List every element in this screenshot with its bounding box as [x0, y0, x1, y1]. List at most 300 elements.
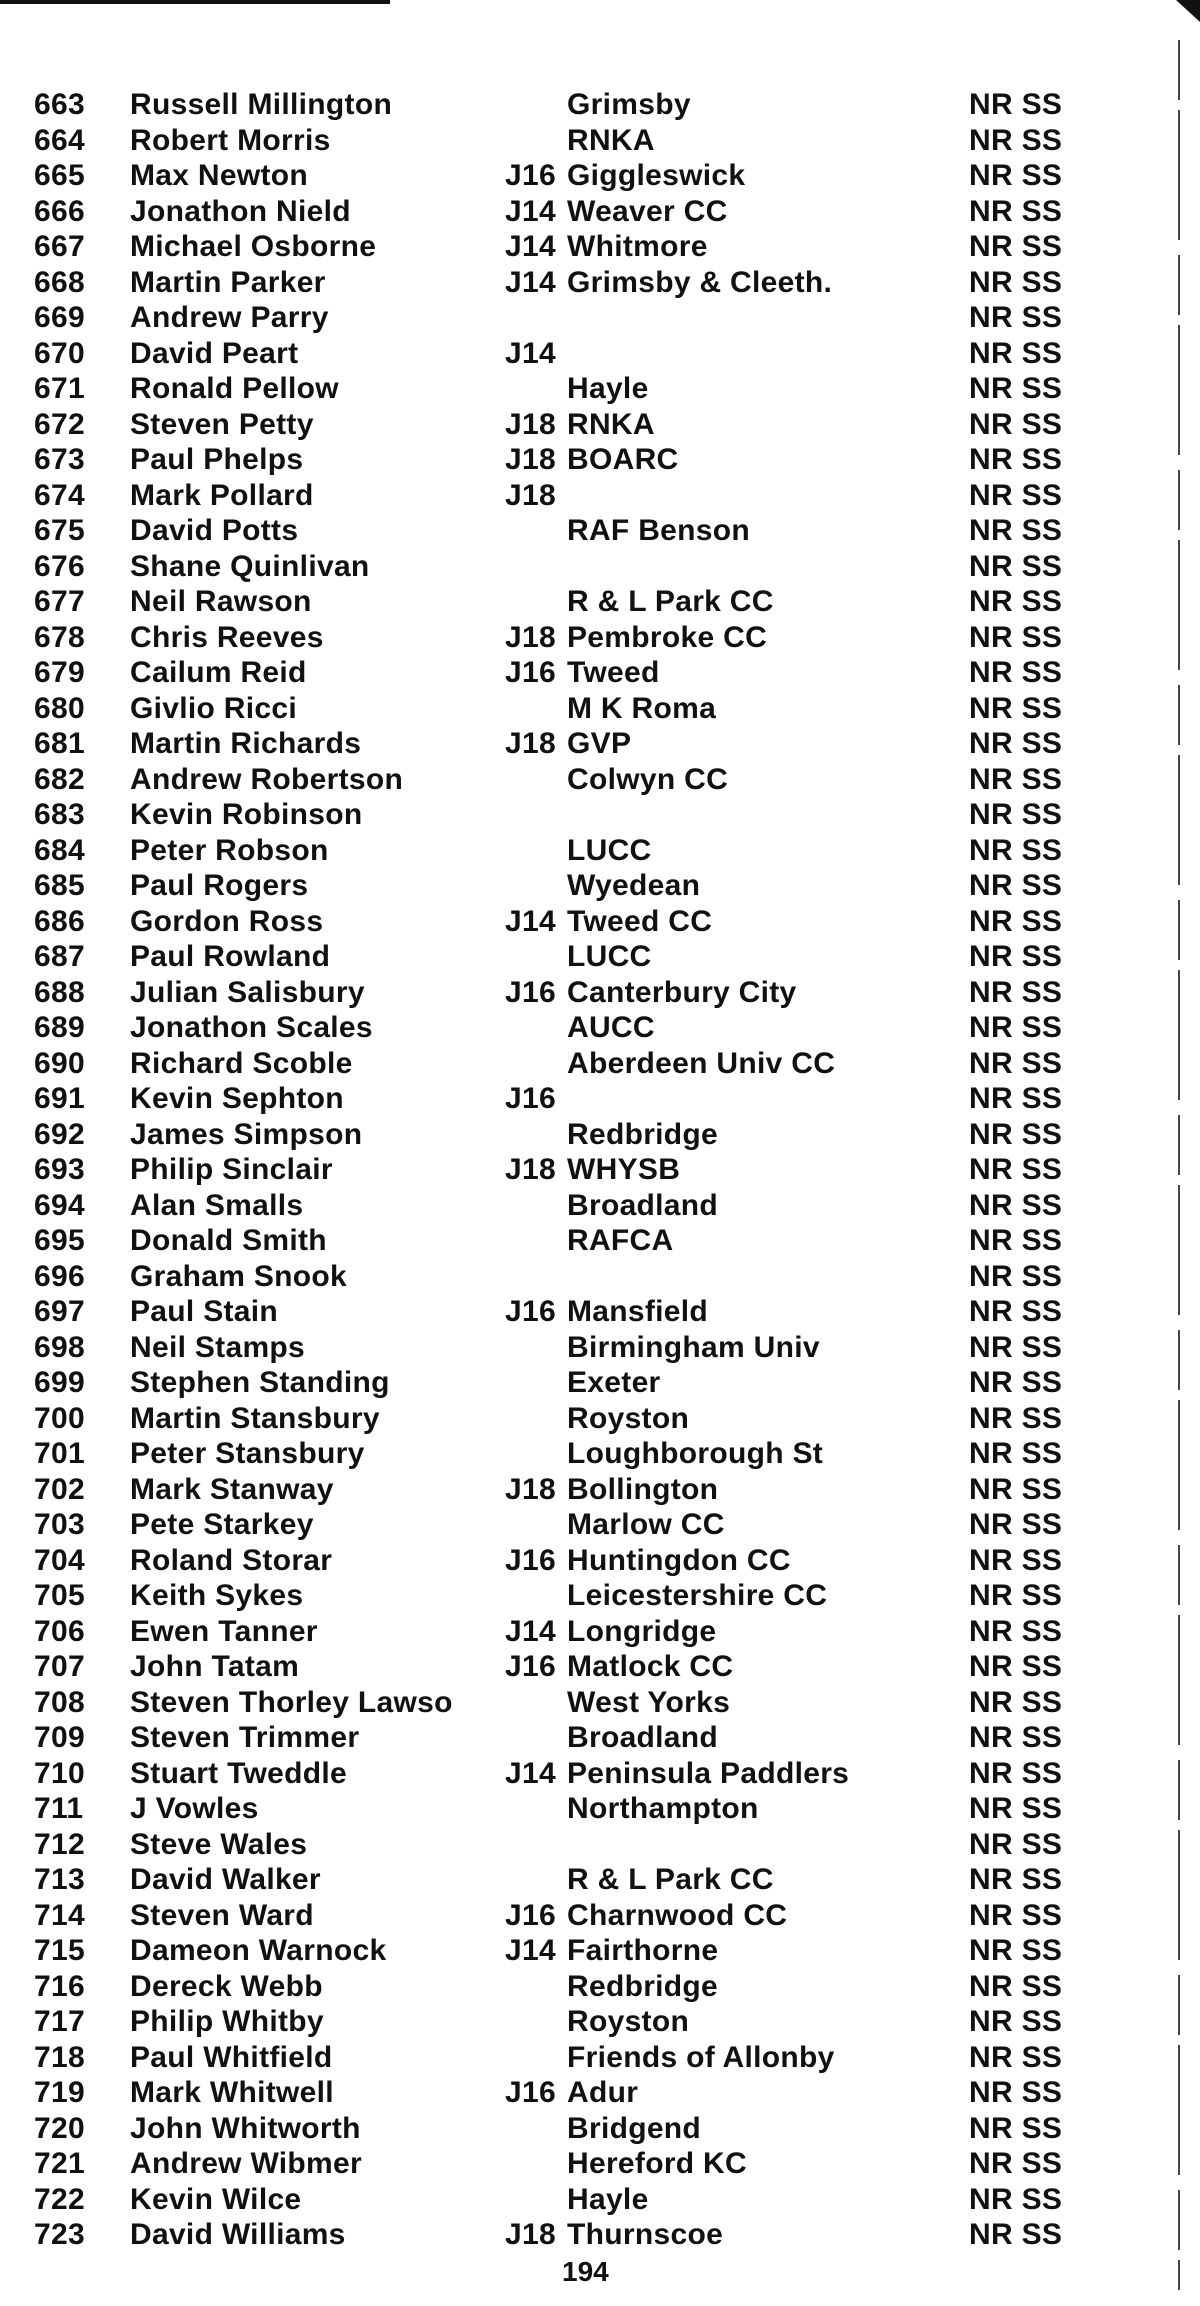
competitor-name: Jonathon Nield	[130, 194, 351, 228]
entry-number: 686	[34, 904, 85, 938]
competitor-name: Steven Petty	[130, 407, 314, 441]
entry-number: 704	[34, 1543, 85, 1577]
entry-number: 697	[34, 1295, 85, 1328]
age-category: J18	[505, 1472, 556, 1506]
entry-row	[34, 833, 1144, 869]
age-category: J14	[505, 336, 556, 370]
competitor-name: J Vowles	[130, 1792, 259, 1825]
club-name: Royston	[567, 2005, 690, 2038]
class-code: NR SS	[969, 1011, 1063, 1044]
competitor-name: Steve Wales	[130, 1827, 308, 1861]
entry-number: 669	[34, 301, 85, 334]
entry-row	[34, 1188, 1144, 1224]
club-name: Bollington	[567, 1472, 719, 1506]
class-code: NR SS	[969, 2040, 1063, 2074]
competitor-name: Peter Stansbury	[130, 1437, 365, 1470]
entry-row	[34, 158, 1144, 194]
entry-number: 680	[34, 691, 85, 725]
class-code: NR SS	[969, 1827, 1063, 1861]
class-code: NR SS	[969, 1898, 1063, 1932]
entry-row	[34, 1578, 1144, 1614]
entry-number: 713	[34, 1863, 85, 1896]
entry-number: 696	[34, 1259, 85, 1293]
entry-number: 679	[34, 656, 85, 689]
competitor-name: Alan Smalls	[130, 1188, 304, 1222]
club-name: LUCC	[567, 940, 652, 973]
entry-row	[34, 478, 1144, 514]
age-category: J14	[505, 194, 556, 228]
class-code: NR SS	[969, 1224, 1063, 1257]
entry-row	[34, 1791, 1144, 1827]
entry-number: 666	[34, 194, 85, 228]
competitor-name: Steven Ward	[130, 1898, 314, 1932]
age-category: J16	[505, 656, 556, 689]
competitor-name: Martin Stansbury	[130, 1401, 380, 1435]
entry-number: 677	[34, 585, 85, 618]
club-name: Peninsula Paddlers	[567, 1756, 850, 1790]
entry-number: 710	[34, 1756, 85, 1790]
club-name: RNKA	[567, 407, 655, 441]
competitor-name: Julian Salisbury	[130, 975, 365, 1009]
entry-row	[34, 620, 1144, 656]
entry-number: 691	[34, 1082, 85, 1115]
age-category: J16	[505, 1898, 556, 1932]
age-category: J18	[505, 620, 556, 654]
class-code: NR SS	[969, 762, 1063, 796]
entry-number: 693	[34, 1153, 85, 1186]
entry-row	[34, 655, 1144, 691]
club-name: Broadland	[567, 1721, 719, 1754]
club-name: Exeter	[567, 1366, 661, 1399]
age-category: J14	[505, 1756, 556, 1790]
club-name: Aberdeen Univ CC	[567, 1046, 836, 1080]
class-code: NR SS	[969, 1472, 1063, 1506]
class-code: NR SS	[969, 1153, 1063, 1186]
entry-number: 716	[34, 1969, 85, 2003]
competitor-name: Andrew Robertson	[130, 762, 404, 796]
competitor-name: Paul Phelps	[130, 443, 304, 476]
class-code: NR SS	[969, 727, 1063, 760]
class-code: NR SS	[969, 869, 1063, 902]
competitor-name: Andrew Wibmer	[130, 2147, 362, 2180]
club-name: Loughborough St	[567, 1437, 824, 1470]
class-code: NR SS	[969, 1614, 1063, 1648]
entry-row	[34, 300, 1144, 336]
entry-row	[34, 1294, 1144, 1330]
competitor-name: Richard Scoble	[130, 1046, 353, 1080]
competitor-name: Robert Morris	[130, 123, 331, 157]
club-name: Redbridge	[567, 1117, 719, 1151]
club-name: Grimsby & Cleeth.	[567, 265, 833, 299]
class-code: NR SS	[969, 1188, 1063, 1222]
class-code: NR SS	[969, 1721, 1063, 1754]
entry-number: 720	[34, 2111, 85, 2145]
entry-number: 723	[34, 2218, 85, 2251]
entry-row	[34, 407, 1144, 443]
competitor-name: John Whitworth	[130, 2111, 361, 2145]
entry-row	[34, 442, 1144, 478]
entry-number: 663	[34, 88, 85, 121]
entry-number: 672	[34, 407, 85, 441]
club-name: Friends of Allonby	[567, 2040, 835, 2074]
age-category: J16	[505, 1295, 556, 1328]
class-code: NR SS	[969, 265, 1063, 299]
entry-row	[34, 1756, 1144, 1792]
club-name: WHYSB	[567, 1153, 681, 1186]
entry-number: 687	[34, 940, 85, 973]
class-code: NR SS	[969, 2111, 1063, 2145]
entry-number: 690	[34, 1046, 85, 1080]
competitor-name: Stuart Tweddle	[130, 1756, 347, 1790]
entry-number: 715	[34, 1934, 85, 1967]
class-code: NR SS	[969, 1259, 1063, 1293]
competitor-name: Mark Whitwell	[130, 2076, 334, 2109]
entry-row	[34, 904, 1144, 940]
age-category: J18	[505, 407, 556, 441]
competitor-name: Russell Millington	[130, 88, 393, 121]
class-code: NR SS	[969, 585, 1063, 618]
competitor-name: Roland Storar	[130, 1543, 333, 1577]
entry-number: 665	[34, 159, 85, 192]
club-name: Tweed CC	[567, 904, 713, 938]
competitor-name: Mark Pollard	[130, 478, 314, 512]
entry-row	[34, 87, 1144, 123]
club-name: M K Roma	[567, 691, 717, 725]
competitor-name: Philip Whitby	[130, 2005, 324, 2038]
class-code: NR SS	[969, 2005, 1063, 2038]
class-code: NR SS	[969, 1792, 1063, 1825]
entry-number: 683	[34, 798, 85, 831]
class-code: NR SS	[969, 514, 1063, 547]
entry-number: 700	[34, 1401, 85, 1435]
competitor-name: Martin Richards	[130, 727, 362, 760]
competitor-name: Jonathon Scales	[130, 1011, 373, 1044]
club-name: Giggleswick	[567, 159, 746, 192]
class-code: NR SS	[969, 2182, 1063, 2216]
competitor-name: Cailum Reid	[130, 656, 307, 689]
competitor-name: David Potts	[130, 514, 299, 547]
competitor-name: Martin Parker	[130, 265, 326, 299]
entry-row	[34, 1720, 1144, 1756]
class-code: NR SS	[969, 1969, 1063, 2003]
class-code: NR SS	[969, 549, 1063, 583]
page-number: 194	[562, 2256, 609, 2287]
age-category: J16	[505, 159, 556, 192]
entry-number: 673	[34, 443, 85, 476]
club-name: R & L Park CC	[567, 585, 774, 618]
competitor-name: Gordon Ross	[130, 904, 324, 938]
club-name: BOARC	[567, 443, 679, 476]
age-category: J14	[505, 230, 556, 263]
club-name: Canterbury City	[567, 975, 797, 1009]
club-name: GVP	[567, 727, 632, 760]
entry-row	[34, 2004, 1144, 2040]
club-name: Longridge	[567, 1614, 717, 1648]
age-category: J16	[505, 1543, 556, 1577]
class-code: NR SS	[969, 1579, 1063, 1612]
class-code: NR SS	[969, 407, 1063, 441]
entry-row	[34, 1152, 1144, 1188]
club-name: Thurnscoe	[567, 2218, 724, 2251]
entry-list	[34, 87, 1144, 2253]
competitor-name: Peter Robson	[130, 833, 329, 867]
entry-row	[34, 726, 1144, 762]
competitor-name: Kevin Robinson	[130, 798, 363, 831]
competitor-name: Paul Stain	[130, 1295, 279, 1328]
class-code: NR SS	[969, 478, 1063, 512]
entry-number: 707	[34, 1650, 85, 1683]
entry-number: 664	[34, 123, 85, 157]
club-name: Hayle	[567, 2182, 649, 2216]
age-category: J16	[505, 975, 556, 1009]
entry-number: 718	[34, 2040, 85, 2074]
club-name: Leicestershire CC	[567, 1579, 828, 1612]
entry-number: 689	[34, 1011, 85, 1044]
competitor-name: Ronald Pellow	[130, 372, 339, 405]
competitor-name: Chris Reeves	[130, 620, 324, 654]
entry-number: 706	[34, 1614, 85, 1648]
entry-number: 684	[34, 833, 85, 867]
age-category: J14	[505, 1934, 556, 1967]
competitor-name: Ewen Tanner	[130, 1614, 318, 1648]
entry-row	[34, 975, 1144, 1011]
entry-number: 698	[34, 1330, 85, 1364]
entry-number: 711	[34, 1792, 84, 1825]
entry-row	[34, 2075, 1144, 2111]
class-code: NR SS	[969, 1685, 1063, 1719]
competitor-name: Graham Snook	[130, 1259, 347, 1293]
entry-row	[34, 2217, 1144, 2253]
club-name: RNKA	[567, 123, 655, 157]
entry-row	[34, 939, 1144, 975]
age-category: J14	[505, 904, 556, 938]
club-name: Whitmore	[567, 230, 708, 263]
entry-number: 701	[34, 1437, 85, 1470]
entry-row	[34, 1330, 1144, 1366]
entry-row	[34, 229, 1144, 265]
entry-row	[34, 868, 1144, 904]
entry-row	[34, 584, 1144, 620]
entry-row	[34, 2040, 1144, 2076]
class-code: NR SS	[969, 1863, 1063, 1896]
club-name: West Yorks	[567, 1685, 731, 1719]
entry-number: 688	[34, 975, 85, 1009]
age-category: J14	[505, 1614, 556, 1648]
club-name: Hayle	[567, 372, 649, 405]
club-name: Birmingham Univ	[567, 1330, 820, 1364]
entry-number: 668	[34, 265, 85, 299]
entry-number: 722	[34, 2182, 85, 2216]
class-code: NR SS	[969, 2147, 1063, 2180]
class-code: NR SS	[969, 1508, 1063, 1541]
entry-number: 702	[34, 1472, 85, 1506]
entry-number: 675	[34, 514, 85, 547]
class-code: NR SS	[969, 904, 1063, 938]
competitor-name: Dereck Webb	[130, 1969, 323, 2003]
entry-row	[34, 1436, 1144, 1472]
club-name: Hereford KC	[567, 2147, 747, 2180]
competitor-name: Paul Whitfield	[130, 2040, 333, 2074]
class-code: NR SS	[969, 798, 1063, 831]
class-code: NR SS	[969, 1366, 1063, 1399]
competitor-name: Philip Sinclair	[130, 1153, 333, 1186]
club-name: Wyedean	[567, 869, 701, 902]
class-code: NR SS	[969, 1046, 1063, 1080]
entry-row	[34, 762, 1144, 798]
competitor-name: Neil Rawson	[130, 585, 312, 618]
club-name: Charnwood CC	[567, 1898, 788, 1932]
entry-row	[34, 371, 1144, 407]
competitor-name: Michael Osborne	[130, 230, 377, 263]
class-code: NR SS	[969, 1650, 1063, 1683]
top-rule	[0, 0, 390, 4]
entry-number: 721	[34, 2147, 85, 2180]
club-name: Matlock CC	[567, 1650, 734, 1683]
class-code: NR SS	[969, 691, 1063, 725]
entry-row	[34, 194, 1144, 230]
entry-row	[34, 1543, 1144, 1579]
age-category: J16	[505, 2076, 556, 2109]
age-category: J16	[505, 1650, 556, 1683]
entry-row	[34, 1117, 1144, 1153]
competitor-name: Keith Sykes	[130, 1579, 304, 1612]
entry-row	[34, 1685, 1144, 1721]
entry-number: 712	[34, 1827, 85, 1861]
age-category: J14	[505, 265, 556, 299]
competitor-name: Andrew Parry	[130, 301, 329, 334]
class-code: NR SS	[969, 1082, 1063, 1115]
entry-row	[34, 1933, 1144, 1969]
entry-number: 667	[34, 230, 85, 263]
entry-row	[34, 265, 1144, 301]
club-name: Colwyn CC	[567, 762, 729, 796]
entry-row	[34, 549, 1144, 585]
class-code: NR SS	[969, 940, 1063, 973]
club-name: Pembroke CC	[567, 620, 768, 654]
competitor-name: Neil Stamps	[130, 1330, 306, 1364]
entry-number: 681	[34, 727, 85, 760]
entry-row	[34, 1365, 1144, 1401]
competitor-name: Dameon Warnock	[130, 1934, 387, 1967]
age-category: J18	[505, 2218, 556, 2251]
club-name: Broadland	[567, 1188, 719, 1222]
entry-number: 678	[34, 620, 85, 654]
class-code: NR SS	[969, 1295, 1063, 1328]
entry-row	[34, 691, 1144, 727]
entry-row	[34, 2146, 1144, 2182]
corner-mark	[1176, 0, 1200, 22]
entry-number: 694	[34, 1188, 85, 1222]
class-code: NR SS	[969, 1330, 1063, 1364]
competitor-name: Paul Rowland	[130, 940, 331, 973]
club-name: Mansfield	[567, 1295, 709, 1328]
club-name: LUCC	[567, 833, 652, 867]
club-name: Bridgend	[567, 2111, 702, 2145]
entry-row	[34, 513, 1144, 549]
entry-row	[34, 1898, 1144, 1934]
entry-number: 709	[34, 1721, 85, 1754]
competitor-name: Givlio Ricci	[130, 691, 297, 725]
class-code: NR SS	[969, 443, 1063, 476]
club-name: AUCC	[567, 1011, 655, 1044]
entry-number: 708	[34, 1685, 85, 1719]
class-code: NR SS	[969, 620, 1063, 654]
competitor-name: Pete Starkey	[130, 1508, 314, 1541]
competitor-name: Shane Quinlivan	[130, 549, 370, 583]
club-name: RAFCA	[567, 1224, 674, 1257]
entry-number: 676	[34, 549, 85, 583]
club-name: Tweed	[567, 656, 660, 689]
competitor-name: Stephen Standing	[130, 1366, 390, 1399]
competitor-name: Steven Thorley Lawso	[130, 1685, 453, 1719]
competitor-name: Donald Smith	[130, 1224, 327, 1257]
class-code: NR SS	[969, 1543, 1063, 1577]
entry-row	[34, 1862, 1144, 1898]
competitor-name: David Williams	[130, 2218, 346, 2251]
competitor-name: John Tatam	[130, 1650, 300, 1683]
class-code: NR SS	[969, 1756, 1063, 1790]
class-code: NR SS	[969, 1117, 1063, 1151]
competitor-name: Steven Trimmer	[130, 1721, 360, 1754]
club-name: Marlow CC	[567, 1508, 725, 1541]
entry-number: 717	[34, 2005, 85, 2038]
class-code: NR SS	[969, 833, 1063, 867]
club-name: Fairthorne	[567, 1934, 719, 1967]
competitor-name: James Simpson	[130, 1117, 363, 1151]
entry-row	[34, 1223, 1144, 1259]
class-code: NR SS	[969, 2218, 1063, 2251]
club-name: Huntingdon CC	[567, 1543, 791, 1577]
competitor-name: Paul Rogers	[130, 869, 309, 902]
entry-row	[34, 2182, 1144, 2218]
age-category: J18	[505, 443, 556, 476]
club-name: Adur	[567, 2076, 639, 2109]
entry-number: 699	[34, 1366, 85, 1399]
entry-number: 671	[34, 372, 85, 405]
entry-row	[34, 2111, 1144, 2147]
class-code: NR SS	[969, 2076, 1063, 2109]
entry-number: 719	[34, 2076, 85, 2109]
class-code: NR SS	[969, 301, 1063, 334]
entry-row	[34, 797, 1144, 833]
entry-number: 674	[34, 478, 85, 512]
club-name: Grimsby	[567, 88, 691, 121]
entry-row	[34, 1081, 1144, 1117]
entry-row	[34, 1969, 1144, 2005]
entry-row	[34, 123, 1144, 159]
competitor-name: Kevin Sephton	[130, 1082, 344, 1115]
entry-row	[34, 1649, 1144, 1685]
competitor-name: David Walker	[130, 1863, 321, 1896]
entry-row	[34, 1507, 1144, 1543]
entry-number: 692	[34, 1117, 85, 1151]
entry-row	[34, 1827, 1144, 1863]
class-code: NR SS	[969, 656, 1063, 689]
entry-number: 685	[34, 869, 85, 902]
class-code: NR SS	[969, 123, 1063, 157]
class-code: NR SS	[969, 1437, 1063, 1470]
class-code: NR SS	[969, 159, 1063, 192]
age-category: J18	[505, 727, 556, 760]
entry-number: 682	[34, 762, 85, 796]
age-category: J18	[505, 1153, 556, 1186]
club-name: Redbridge	[567, 1969, 719, 2003]
entry-row	[34, 1401, 1144, 1437]
club-name: Northampton	[567, 1792, 759, 1825]
entry-number: 670	[34, 336, 85, 370]
club-name: Weaver CC	[567, 194, 728, 228]
entry-number: 714	[34, 1898, 85, 1932]
